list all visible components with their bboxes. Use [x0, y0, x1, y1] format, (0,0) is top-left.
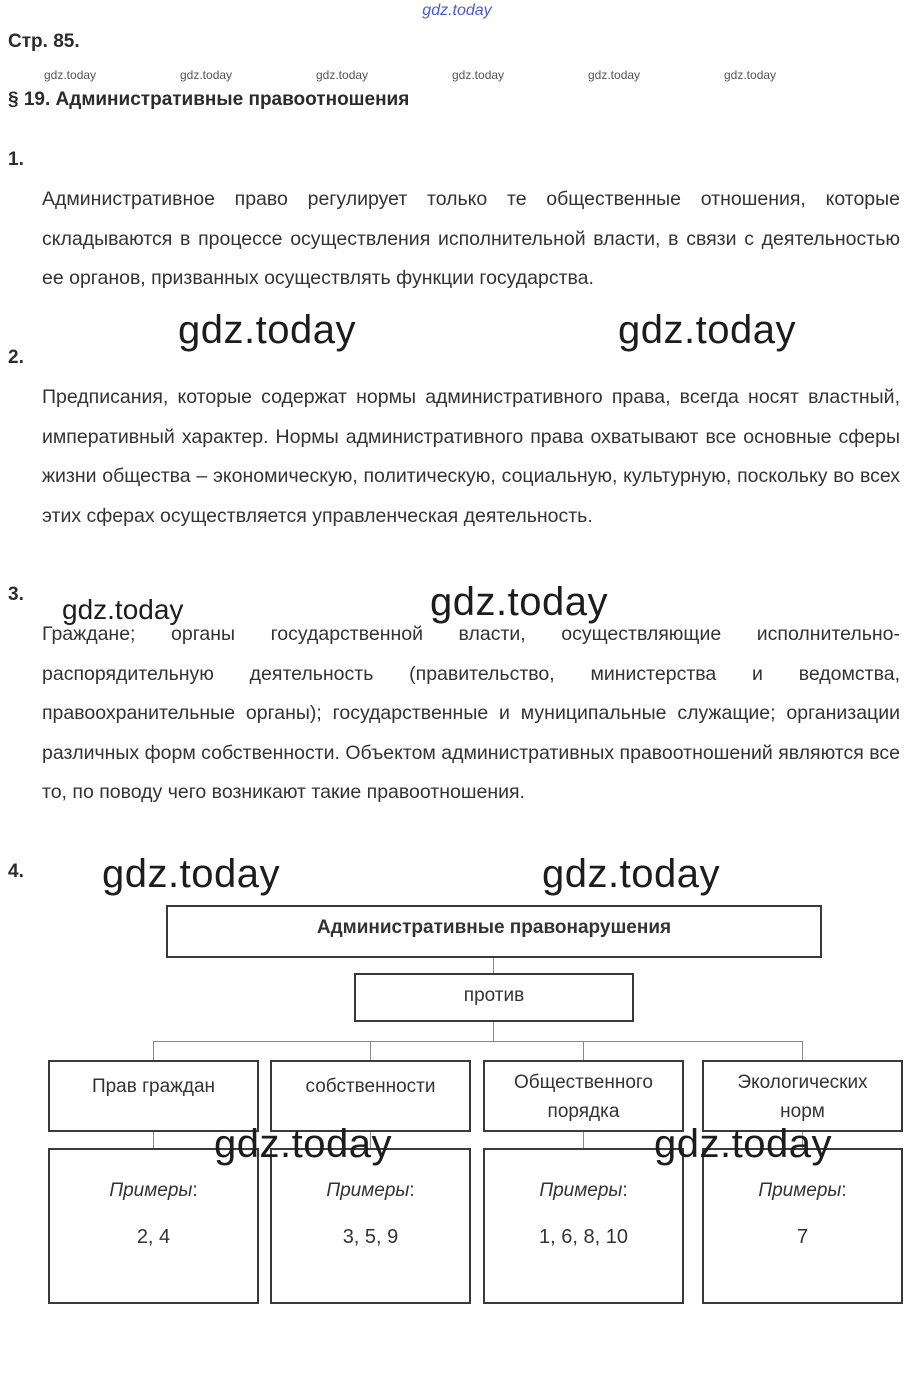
connector-line: [153, 1041, 154, 1061]
category-label: Прав граждан: [91, 1076, 216, 1097]
watermark-large: gdz.today: [102, 852, 280, 896]
examples-colon: :: [192, 1180, 198, 1201]
watermark-medium: gdz.today: [62, 594, 184, 625]
answer-number: 1.: [8, 149, 24, 170]
connector-line: [153, 1131, 154, 1149]
examples-values: 1, 6, 8, 10: [539, 1226, 628, 1248]
watermark-large: gdz.today: [178, 308, 356, 352]
category-label: Экологических норм: [737, 1072, 868, 1122]
connector-line: [802, 1041, 803, 1061]
watermark-large: gdz.today: [542, 852, 720, 896]
examples-colon: :: [409, 1180, 415, 1201]
examples-colon: :: [622, 1180, 628, 1201]
connector-line: [583, 1131, 584, 1149]
watermark-small: gdz.today: [316, 68, 369, 82]
examples-values: 2, 4: [136, 1226, 171, 1248]
answer-text: Предписания, которые содержат нормы административного права, всегда носят властный, императивный характер. Нормы административного права охватывают все основные сферы жизни общества – экономическую, политическую, социальную, культурную, поскольку во всех этих сферах осуществляется управленческая деятельность.: [42, 386, 900, 527]
connector-line: [493, 1021, 494, 1041]
diagram-root-label: Административные правонарушения: [316, 917, 672, 938]
category-label: собственности: [305, 1076, 436, 1097]
examples-box: [483, 1148, 684, 1304]
watermark-large: gdz.today: [214, 1122, 392, 1166]
connector-line: [370, 1041, 371, 1061]
watermark-top: gdz.today: [422, 2, 492, 19]
diagram-root-box: [166, 905, 822, 958]
answer-text: Граждане; органы государственной власти, осуществляющие исполнительно-распорядительную деятельность (правительство, министерства и ведомства, правоохранительные органы); государственные и муниципальные служащие; организации различных форм собственности. Объектом административных правоотношений являются все то, по поводу чего возникают такие правоотношения.: [42, 623, 900, 803]
examples-label: Примеры: [109, 1180, 193, 1201]
category-label: Общественного порядка: [514, 1072, 653, 1122]
examples-values: 7: [796, 1226, 809, 1248]
examples-label: Примеры: [539, 1180, 623, 1201]
answer-text: Административное право регулирует только те общественные отношения, которые складываются в процессе осуществления исполнительной власти, в связи с деятельностью ее органов, призванных осуществлять функции государства.: [42, 188, 900, 289]
connector-line: [153, 1041, 802, 1042]
watermark-small: gdz.today: [44, 68, 97, 82]
diagram-against-label: против: [463, 985, 525, 1006]
examples-label: Примеры: [326, 1180, 410, 1201]
watermark-small: gdz.today: [180, 68, 233, 82]
watermark-row: [0, 68, 914, 84]
answer-number: 4.: [8, 861, 24, 882]
section-title: § 19. Административные правоотношения: [8, 89, 410, 110]
watermark-large: gdz.today: [430, 580, 608, 624]
watermark-small: gdz.today: [452, 68, 505, 82]
examples-box: [48, 1148, 259, 1304]
examples-colon: :: [841, 1180, 847, 1201]
watermark-small: gdz.today: [724, 68, 777, 82]
examples-box: [270, 1148, 471, 1304]
connector-line: [583, 1041, 584, 1061]
examples-label: Примеры: [758, 1180, 842, 1201]
watermark-small: gdz.today: [588, 68, 641, 82]
examples-box: [702, 1148, 903, 1304]
watermark-large: gdz.today: [654, 1122, 832, 1166]
examples-values: 3, 5, 9: [342, 1226, 399, 1248]
diagram-against-box: [354, 973, 634, 1022]
connector-line: [493, 957, 494, 973]
page-reference: Стр. 85.: [8, 31, 80, 52]
answer-number: 2.: [8, 347, 24, 368]
answer-number: 3.: [8, 584, 24, 605]
watermark-large: gdz.today: [618, 308, 796, 352]
